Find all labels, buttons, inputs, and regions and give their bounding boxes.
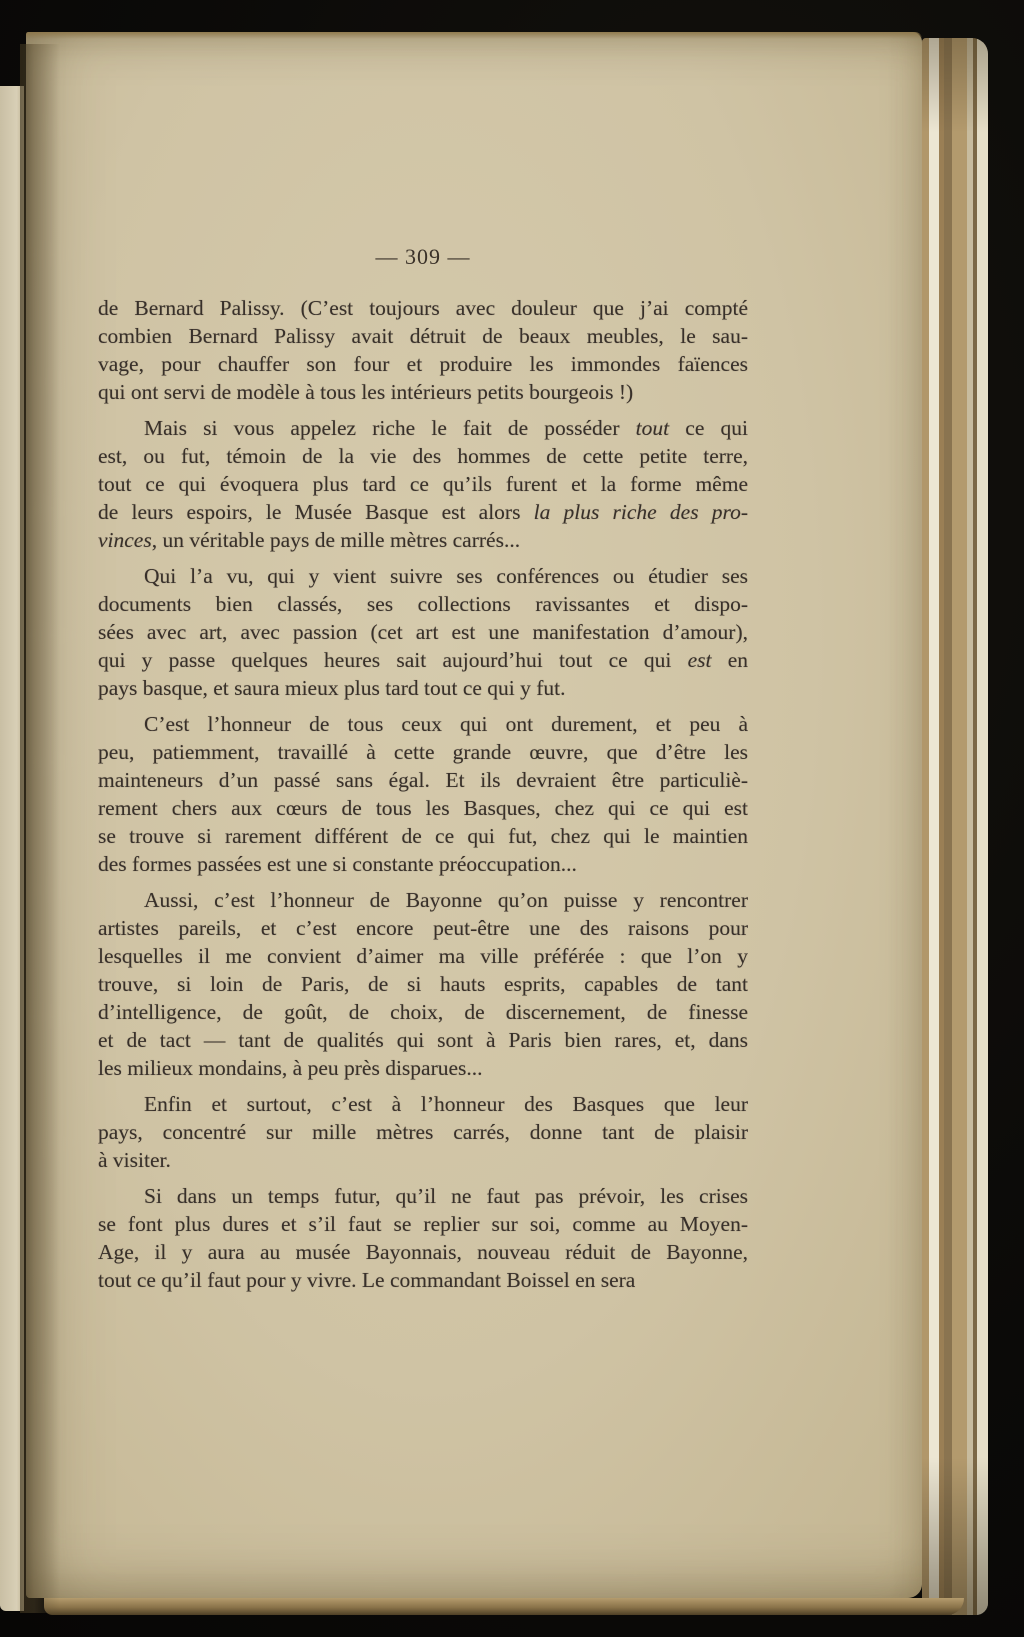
text-line: qui ont servi de modèle à tous les intérieurs petits bourgeois !): [98, 380, 634, 404]
text-line: tout ce qu’il faut pour y vivre. Le commandant Boissel en sera: [98, 1268, 636, 1292]
text-line: combien Bernard Palissy avait détruit de beaux meubles, le sau-: [98, 324, 748, 348]
text-line: vage, pour chauffer son four et produire les immondes faïences: [98, 352, 748, 376]
paragraph: [98, 886, 748, 1082]
text-line: d’intelligence, de goût, de choix, de discernement, de finesse: [98, 1000, 748, 1024]
page-edge-stripe: [929, 38, 939, 1615]
text-line: C’est l’honneur de tous ceux qui ont durement, et peu à: [144, 712, 748, 736]
book-page: [26, 32, 922, 1598]
text-line: se font plus dures et s’il faut se replier sur soi, comme au Moyen-: [98, 1212, 748, 1236]
text-line: Si dans un temps futur, qu’il ne faut pas prévoir, les crises: [144, 1184, 748, 1208]
paragraph: [98, 1182, 748, 1294]
paragraph: [98, 294, 748, 406]
bottom-page-edges: [44, 1598, 964, 1615]
page-edge-stripe: [939, 38, 944, 1615]
text-line: lesquelles il me convient d’aimer ma ville préférée : que l’on y: [98, 944, 748, 968]
text-line: Aussi, c’est l’honneur de Bayonne qu’on puisse y rencontrer: [144, 888, 748, 912]
text-line: Mais si vous appelez riche le fait de posséder tout ce qui: [144, 416, 748, 440]
paragraph: [98, 710, 748, 878]
text-line: pays, concentré sur mille mètres carrés, donne tant de plaisir: [98, 1120, 748, 1144]
text-line: les milieux mondains, à peu près disparues...: [98, 1056, 483, 1080]
text-line: tout ce qui évoquera plus tard ce qu’ils furent et la forme même: [98, 472, 748, 496]
text-line: Qui l’a vu, qui y vient suivre ses conférences ou étudier ses: [144, 564, 748, 588]
text-line: Enfin et surtout, c’est à l’honneur des Basques que leur: [144, 1092, 748, 1116]
text-line: trouve, si loin de Paris, de si hauts esprits, capables de tant: [98, 972, 748, 996]
paragraph: [98, 562, 748, 702]
text-line: des formes passées est une si constante préoccupation...: [98, 852, 577, 876]
text-line: à visiter.: [98, 1148, 171, 1172]
paragraph: [98, 1090, 748, 1174]
text-line: documents bien classés, ses collections ravissantes et dispo-: [98, 592, 748, 616]
facing-page-edge: [0, 86, 24, 1611]
page-edge-stripe: [944, 38, 952, 1615]
paragraph: [98, 414, 748, 554]
text-line: se trouve si rarement différent de ce qui fut, chez qui le maintien: [98, 824, 748, 848]
text-line: et de tact — tant de qualités qui sont à Paris bien rares, et, dans: [98, 1028, 748, 1052]
text-line: est, ou fut, témoin de la vie des hommes de cette petite terre,: [98, 444, 748, 468]
page-edge-stripe: [922, 38, 929, 1615]
text-line: rement chers aux cœurs de tous les Basques, chez qui ce qui est: [98, 796, 748, 820]
text-line: de leurs espoirs, le Musée Basque est alors la plus riche des pro-: [98, 500, 748, 524]
text-line: artistes pareils, et c’est encore peut-être une des raisons pour: [98, 916, 748, 940]
text-line: sées avec art, avec passion (cet art est une manifestation d’amour),: [98, 620, 748, 644]
text-line: peu, patiemment, travaillé à cette grande œuvre, que d’être les: [98, 740, 748, 764]
text-line: vinces, un véritable pays de mille mètres carrés...: [98, 528, 521, 552]
text-line: Age, il y aura au musée Bayonnais, nouveau réduit de Bayonne,: [98, 1240, 748, 1264]
text-line: qui y passe quelques heures sait aujourd’hui tout ce qui est en: [98, 648, 748, 672]
page-number: — 309 —: [375, 244, 471, 269]
text-line: pays basque, et saura mieux plus tard tout ce qui y fut.: [98, 676, 566, 700]
text-line: mainteneurs d’un passé sans égal. Et ils devraient être particuliè-: [98, 768, 748, 792]
text-line: de Bernard Palissy. (C’est toujours avec douleur que j’ai compté: [98, 296, 748, 320]
page-edge-stripe: [977, 38, 988, 1615]
page-edge-stripe: [973, 38, 977, 1615]
page-edge-stripe: [967, 38, 973, 1615]
page-edge-stripe: [952, 38, 967, 1615]
page-edges-stack: [922, 38, 988, 1615]
page-text: [26, 294, 748, 1294]
